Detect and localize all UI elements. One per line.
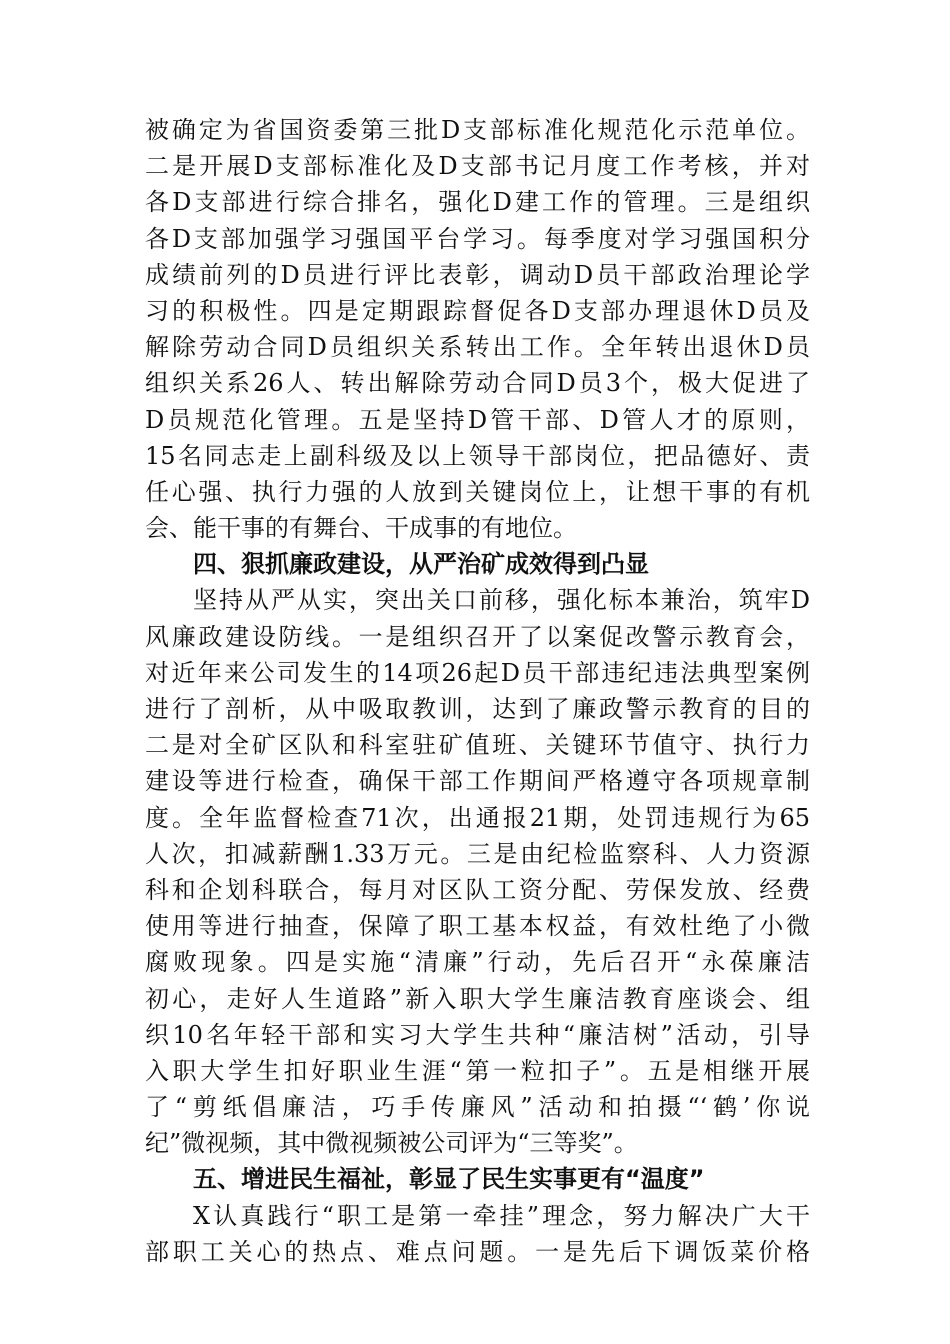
body-line: 建设等进行检查，确保干部工作期间严格遵守各项规章制 — [145, 767, 810, 796]
body-line: 科和企划科联合，每月对区队工资分配、劳保发放、经费 — [145, 875, 810, 904]
body-line: 腐败现象。四是实施“清廉”行动，先后召开“永葆廉洁 — [145, 948, 810, 977]
body-line: D员规范化管理。五是坚持D管干部、D管人才的原则， — [145, 405, 810, 434]
section-heading-4: 四、狠抓廉政建设，从严治矿成效得到凸显 — [193, 550, 649, 579]
body-line: 任心强、执行力强的人放到关键岗位上，让想干事的有机 — [145, 477, 810, 506]
body-line: 各D支部进行综合排名，强化D建工作的管理。三是组织 — [145, 188, 810, 217]
body-line: 纪”微视频，其中微视频被公司评为“三等奖”。 — [145, 1129, 638, 1158]
body-line: X认真践行“职工是第一牵挂”理念，努力解决广大干 — [193, 1201, 810, 1230]
body-line: 了“剪纸倡廉洁，巧手传廉风”活动和拍摄“‘鹤’你说 — [145, 1093, 810, 1122]
body-line: 二是开展D支部标准化及D支部书记月度工作考核，并对 — [145, 152, 810, 181]
body-line: 织10名年轻干部和实习大学生共种“廉洁树”活动，引导 — [145, 1020, 810, 1049]
body-line: 入职大学生扣好职业生涯“第一粒扣子”。五是相继开展 — [145, 1056, 810, 1085]
body-line: 解除劳动合同D员组织关系转出工作。全年转出退休D员 — [145, 333, 810, 362]
body-line: 15名同志走上副科级及以上领导干部岗位，把品德好、责 — [145, 441, 810, 470]
body-line: 组织关系26人、转出解除劳动合同D员3个，极大促进了 — [145, 369, 810, 398]
body-line: 二是对全矿区队和科室驻矿值班、关键环节值守、执行力 — [145, 731, 810, 760]
document-body — [145, 112, 810, 1270]
body-line: 风廉政建设防线。一是组织召开了以案促改警示教育会， — [145, 622, 810, 651]
body-line: 进行了剖析，从中吸取教训，达到了廉政警示教育的目的 — [145, 695, 810, 723]
body-line: 使用等进行抽查，保障了职工基本权益，有效杜绝了小微 — [145, 912, 810, 941]
section-heading-5: 五、增进民生福祉，彰显了民生实事更有“温度” — [193, 1165, 705, 1194]
body-line: 度。全年监督检查71次，出通报21期，处罚违规行为65 — [145, 803, 810, 832]
body-line: 会、能干事的有舞台、干成事的有地位。 — [145, 514, 577, 543]
body-line: 各D支部加强学习强国平台学习。每季度对学习强国积分 — [145, 224, 810, 253]
body-line: 初心，走好人生道路”新入职大学生廉洁教育座谈会、组 — [145, 984, 810, 1013]
body-line: 被确定为省国资委第三批D支部标准化规范化示范单位。 — [145, 116, 810, 144]
body-line: 习的积极性。四是定期跟踪督促各D支部办理退休D员及 — [145, 296, 810, 325]
body-line: 坚持从严从实，突出关口前移，强化标本兼治，筑牢D — [193, 586, 810, 615]
body-line: 人次，扣减薪酬1.33万元。三是由纪检监察科、人力资源 — [145, 839, 810, 868]
body-line: 成绩前列的D员进行评比表彰，调动D员干部政治理论学 — [145, 260, 810, 289]
body-line: 部职工关心的热点、难点问题。一是先后下调饭菜价格 — [145, 1237, 810, 1266]
body-line: 对近年来公司发生的14项26起D员干部违纪违法典型案例 — [145, 658, 810, 687]
